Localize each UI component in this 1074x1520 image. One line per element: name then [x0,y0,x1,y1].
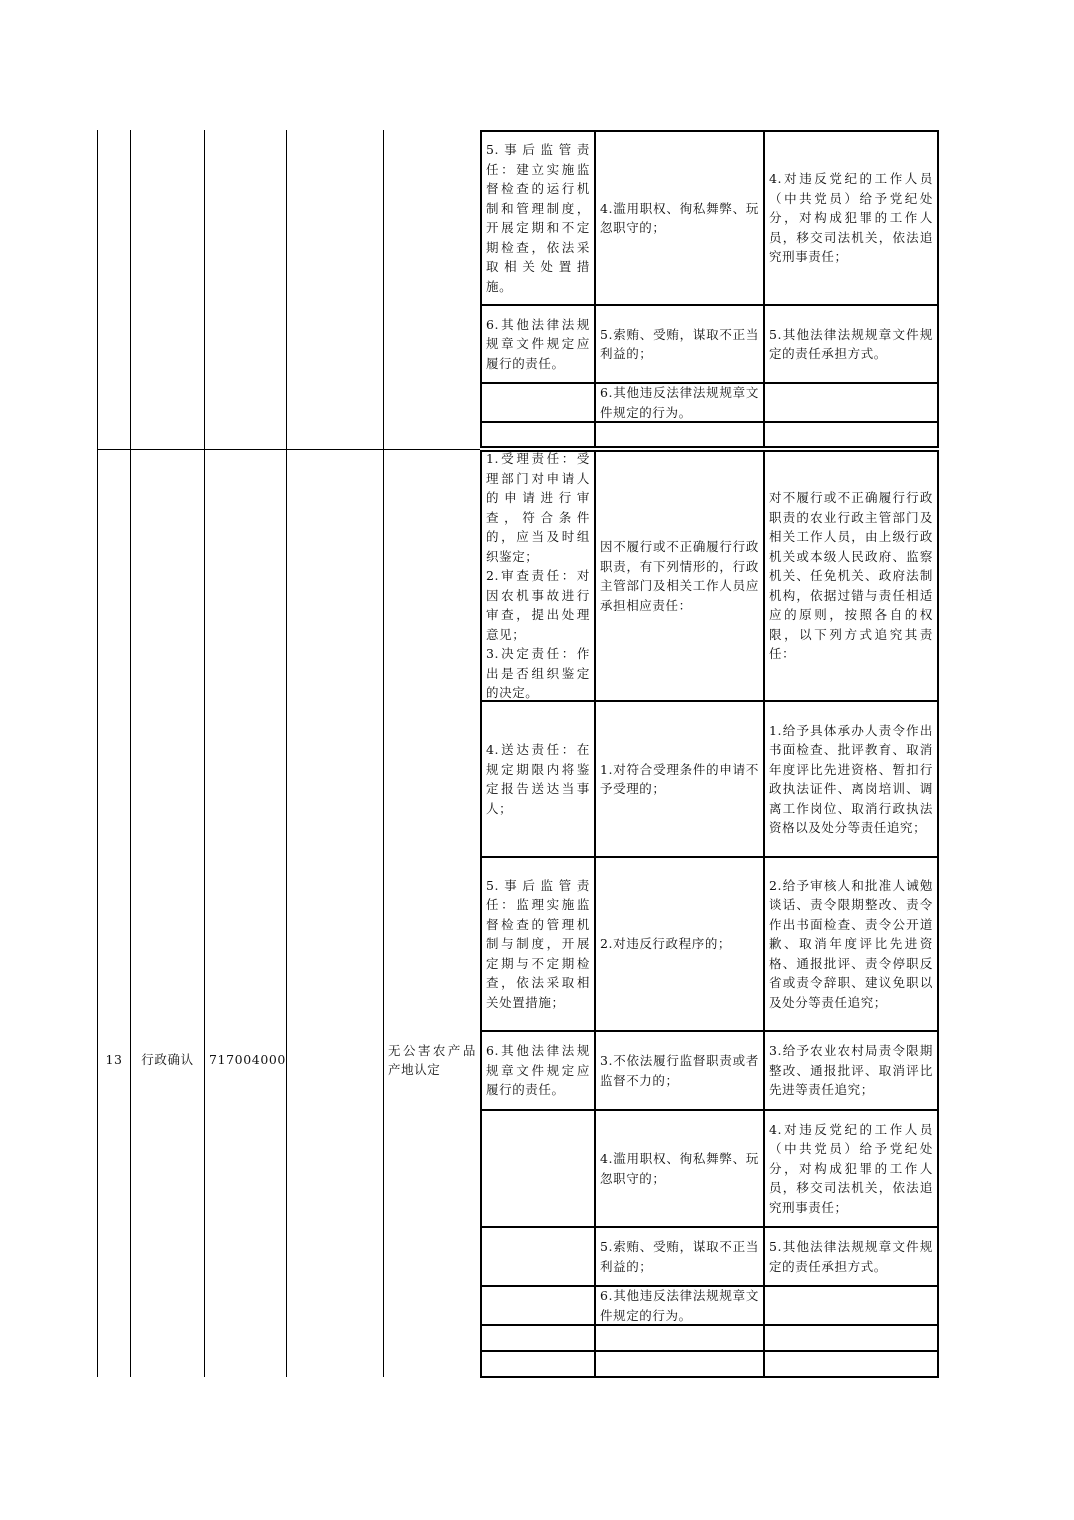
situation-text: 6.其他违反法律法规规章文件规定的行为。 [600,1288,759,1323]
accountability-cell [765,306,937,382]
accountability-text: 对不履行或不正确履行行政职责的农业行政主管部门及相关工作人员，由上级行政机关或本级人民政府、监察机关、任免机关、政府法制机构，依据过错与责任相适应的原则，按照各自的权限，以下列方式追究其责任： [769,490,933,662]
situation-cell [596,132,763,304]
responsibility-text: 6.其他法律法规规章文件规定应履行的责任。 [486,1043,590,1098]
responsibility-cell [482,132,594,304]
accountability-text: 2.给予审核人和批准人诫勉谈话、责令限期整改、责令作出书面检查、责令公开道歉、取消年度评比先进资格、通报批评、责令停职反省或责令辞职、建议免职以及处分等责任追究； [769,877,933,1010]
accountability-text: 5.其他法律法规规章文件规定的责任承担方式。 [769,1239,933,1274]
category-cell [131,1040,204,1080]
situation-cell [596,1111,763,1226]
accountability-cell [765,858,937,1030]
code-text: 717004000 [209,1052,286,1068]
section-separator [97,449,480,450]
responsibility-text: 5.事后监管责任：建立实施监督检查的运行机制和管理制度，开展定期和不定期检查，依法采取相关处置措施。 [486,142,590,294]
accountability-text: 4.对违反党纪的工作人员（中共党员）给予党纪处分，对构成犯罪的工作人员，移交司法机关，依法追究刑事责任； [769,1121,933,1215]
responsibility-text: 5.事后监管责任：监理实施监督检查的管理机制与制度，开展定期与不定期检查，依法采取相关处置措施； [486,877,590,1010]
situation-text: 3.不依法履行监督职责或者监督不力的； [600,1053,759,1088]
table-border-right [937,130,939,448]
item-name-cell [384,1040,480,1080]
accountability-cell [765,1228,937,1285]
item-name-text: 无公害农产品产地认定 [388,1042,476,1077]
row-line [480,446,939,448]
situation-cell [596,858,763,1030]
accountability-cell [765,1111,937,1226]
responsibility-text: 1.受理责任：受理部门对申请人的申请进行审查，符合条件的，应当及时组织鉴定； 2.审查责任：对因农机事故进行审查，提出处理意见； 3.决定责任：作出是否组织鉴定的决定。 [486,451,590,701]
table-divider-code [286,130,287,1377]
accountability-cell [765,1032,937,1109]
situation-text: 4.滥用职权、徇私舞弊、玩忽职守的； [600,1151,759,1186]
responsibility-cell [482,306,594,382]
responsibility-text: 6.其他法律法规规章文件规定应履行的责任。 [486,316,590,371]
table-divider-category [204,130,205,1377]
situation-text: 4.滥用职权、徇私舞弊、玩忽职守的； [600,200,759,235]
responsibility-cell [482,1032,594,1109]
accountability-cell [765,702,937,856]
table-divider-subitem [383,130,384,1377]
situation-text: 5.索贿、受贿，谋取不正当利益的； [600,326,759,361]
responsibility-cell [482,452,594,700]
responsibility-text: 4.送达责任：在规定期限内将鉴定报告送达当事人； [486,742,590,816]
situation-text: 2.对违反行政程序的； [600,936,732,952]
situation-cell [596,1032,763,1109]
situation-text: 6.其他违反法律法规规章文件规定的行为。 [600,385,759,420]
responsibility-cell [482,858,594,1030]
table-border-left [97,130,98,1377]
situation-text: 1.对符合受理条件的申请不予受理的； [600,761,759,796]
situation-cell [596,306,763,382]
row-line [480,1350,939,1352]
situation-cell [596,1228,763,1285]
accountability-cell [765,452,937,700]
situation-cell [596,452,763,700]
accountability-text: 3.给予农业农村局责令限期整改、通报批评、取消评比先进等责任追究； [769,1043,933,1098]
situation-cell [596,1287,763,1324]
responsibility-cell [482,702,594,856]
situation-text: 因不履行或不正确履行行政职责，有下列情形的，行政主管部门及相关工作人员应承担相应责任： [600,539,759,613]
accountability-text: 1.给予具体承办人责令作出书面检查、批评教育、取消年度评比先进资格、暂扣行政执法证件、离岗培训、调离工作岗位、取消行政执法资格以及处分等责任追究； [769,722,933,835]
situation-text: 5.索贿、受贿，谋取不正当利益的； [600,1239,759,1274]
accountability-text: 4.对违反党纪的工作人员（中共党员）给予党纪处分，对构成犯罪的工作人员，移交司法机关，依法追究刑事责任； [769,171,933,265]
code-cell [205,1040,286,1080]
row-line [480,1376,939,1378]
table-divider-seq [130,130,131,1377]
seq-cell [98,1040,130,1080]
category-text: 行政确认 [141,1052,194,1068]
accountability-cell [765,132,937,304]
situation-cell [596,702,763,856]
seq-number: 13 [105,1052,123,1068]
accountability-text: 5.其他法律法规规章文件规定的责任承担方式。 [769,326,933,361]
table-border-right-2 [937,450,939,1378]
situation-cell [596,384,763,421]
